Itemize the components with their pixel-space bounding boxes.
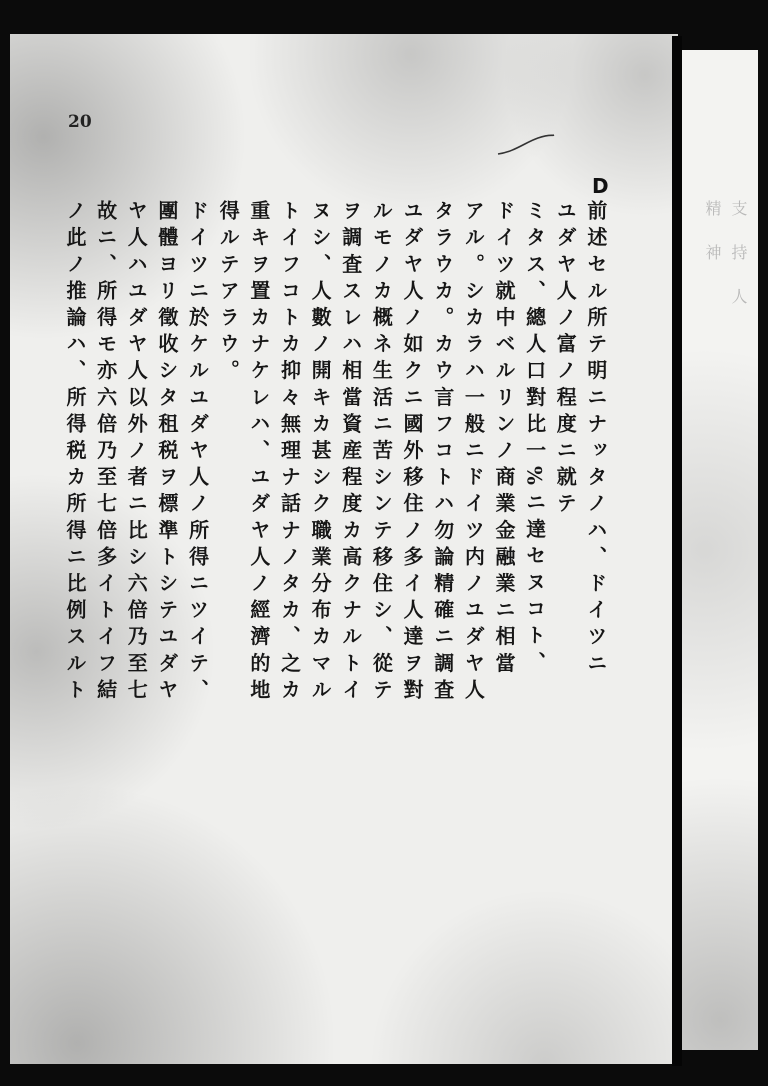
text-column: ユダヤ人ノ富ノ程度ニ就テ: [553, 200, 578, 520]
vertical-text-body: [60, 200, 610, 990]
text-column: ドイツニ於ケルユダヤ人ノ所得ニツイテ、: [185, 200, 210, 706]
text-column: 團體ヨリ徵收シタ租税ヲ標準トシテユダヤ: [154, 200, 179, 706]
text-column: ヤ人ハユダヤ人以外ノ者ニ比シ六倍乃至七: [124, 200, 149, 706]
text-column: 得ルテアラウ。: [216, 200, 241, 387]
text-column: トイフコトカ抑々無理ナ話ナノタカ、之カ: [277, 200, 302, 706]
text-column: ノ此ノ推論ハ、所得税カ所得ニ比例スルト: [63, 200, 87, 706]
text-column: ヌシ、人數ノ開キカ甚シク職業分布カマル: [308, 200, 333, 706]
text-column: 前述セル所テ明ニナッタノハ、ドイツニ: [583, 200, 608, 679]
pencil-mark-icon: [496, 130, 556, 160]
text-column: 重キヲ置カナケレハ、ユダヤ人ノ經濟的地: [246, 200, 271, 706]
facing-page-bleed-text: 精 神: [703, 200, 722, 266]
text-column: ヲ調査スレハ相當資産程度カ高クナルトイ: [338, 200, 363, 706]
text-column: 故ニ、所得モ亦六倍乃至七倍多イトイフ結: [93, 200, 118, 706]
text-column: タラウカ。カウ言フコトハ勿論精確ニ調査: [430, 200, 455, 706]
text-column: アル。シカラハ一般ニドイツ内ノユダヤ人: [461, 200, 486, 706]
binding-gutter: [672, 36, 682, 1066]
text-column: ルモノカ概ネ生活ニ苦シンテ移住シ、從テ: [369, 200, 394, 706]
text-column: ミタス、總人口對比一%ニ達セヌコト、: [522, 200, 547, 678]
facing-page-bleed-text: 支 持 人: [729, 200, 748, 310]
text-column: ユダヤ人ノ如クニ國外移住ノ多イ人達ヲ對: [400, 200, 425, 706]
section-letter: D: [592, 174, 609, 198]
text-column: ドイツ就中ベルリンノ商業金融業ニ相當: [491, 200, 516, 679]
page-number: 20: [68, 112, 92, 132]
